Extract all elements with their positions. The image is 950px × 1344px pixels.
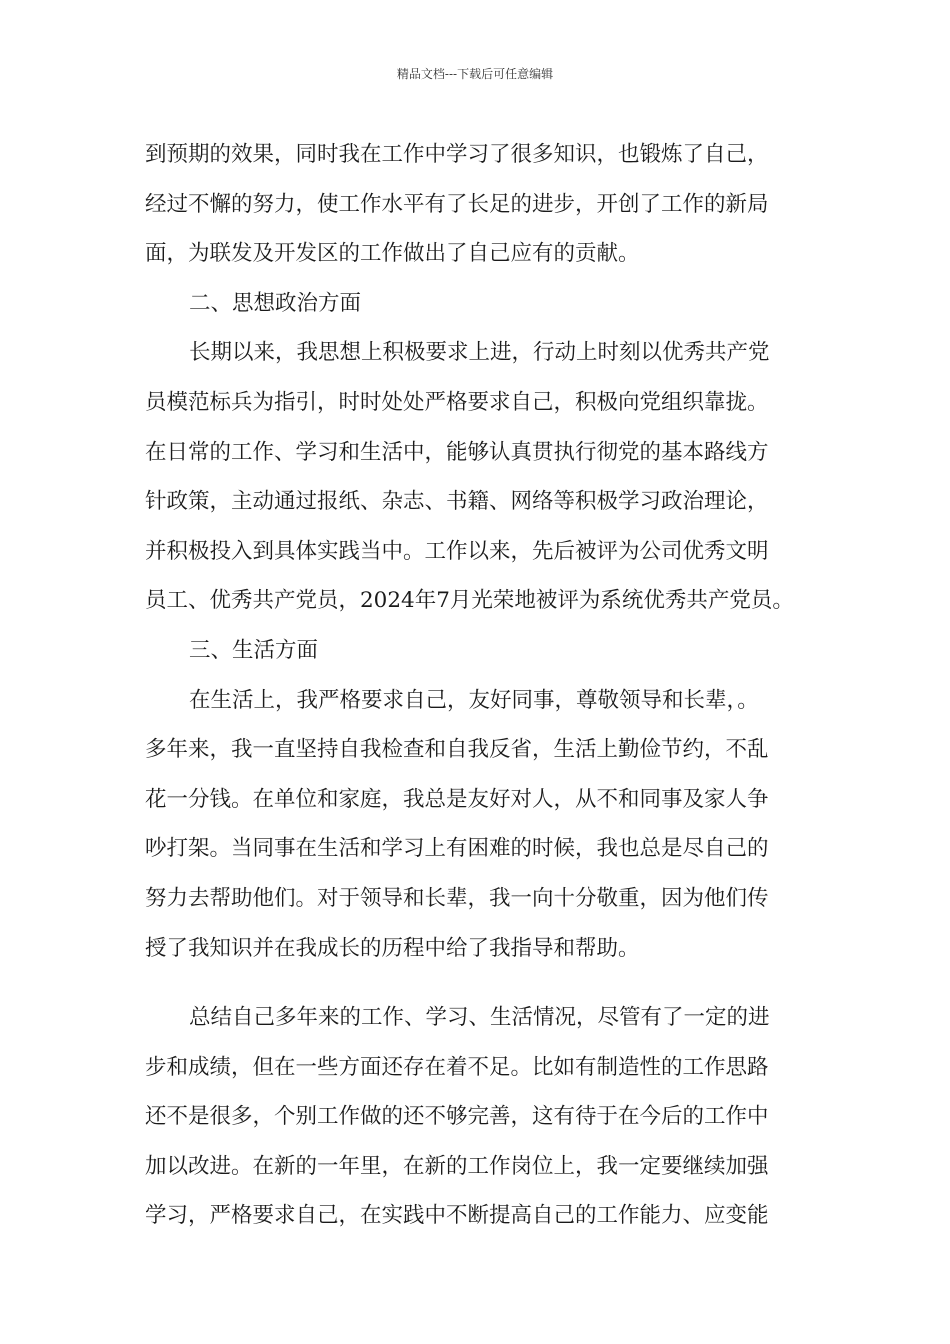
text-line: 学习，严格要求自己，在实践中不断提高自己的工作能力、应变能 bbox=[145, 1203, 769, 1229]
section-heading-life: 三、生活方面 bbox=[189, 637, 319, 663]
text-line: 还不是很多，个别工作做的还不够完善，这有待于在今后的工作中 bbox=[145, 1104, 769, 1130]
text-line: 努力去帮助他们。对于领导和长辈，我一向十分敬重，因为他们传 bbox=[145, 885, 769, 911]
section-heading-ideology: 二、思想政治方面 bbox=[189, 290, 362, 316]
paragraph-start: 长期以来，我思想上积极要求上进，行动上时刻以优秀共产党 bbox=[189, 340, 770, 366]
page-header: 精品文档---下载后可任意编辑 bbox=[396, 67, 554, 81]
paragraph-spacer bbox=[145, 973, 810, 993]
text-line: 并积极投入到具体实践当中。工作以来，先后被评为公司优秀文明 bbox=[145, 538, 769, 564]
text-line: 经过不懈的努力，使工作水平有了长足的进步，开创了工作的新局 bbox=[145, 191, 769, 217]
paragraph-start: 在生活上，我严格要求自己，友好同事，尊敬领导和长辈，。 bbox=[189, 687, 759, 713]
text-line: 面，为联发及开发区的工作做出了自己应有的贡献。 bbox=[145, 241, 640, 267]
text-line: 针政策，主动通过报纸、杂志、书籍、网络等积极学习政治理论， bbox=[145, 489, 769, 515]
text-line: 吵打架。当同事在生活和学习上有困难的时候，我也总是尽自己的 bbox=[145, 836, 769, 862]
text-line: 加以改进。在新的一年里，在新的工作岗位上，我一定要继续加强 bbox=[145, 1153, 769, 1179]
text-line: 到预期的效果，同时我在工作中学习了很多知识，也锻炼了自己， bbox=[145, 142, 769, 167]
document-body bbox=[145, 130, 810, 1241]
text-line: 多年来，我一直坚持自我检查和自我反省，生活上勤俭节约，不乱 bbox=[145, 737, 769, 763]
text-line: 花一分钱。在单位和家庭，我总是友好对人，从不和同事及家人争 bbox=[145, 786, 769, 812]
text-line: 步和成绩，但在一些方面还存在着不足。比如有制造性的工作思路 bbox=[145, 1054, 769, 1080]
paragraph-start: 总结自己多年来的工作、学习、生活情况，尽管有了一定的进 bbox=[189, 1005, 770, 1031]
text-line: 在日常的工作、学习和生活中，能够认真贯执行彻党的基本路线方 bbox=[145, 439, 769, 465]
text-line: 授了我知识并在我成长的历程中给了我指导和帮助。 bbox=[145, 935, 640, 961]
text-line: 员工、优秀共产党员，2024年7月光荣地被评为系统优秀共产党员。 bbox=[145, 588, 794, 614]
text-line: 员模范标兵为指引，时时处处严格要求自己，积极向党组织靠拢。 bbox=[145, 389, 769, 415]
